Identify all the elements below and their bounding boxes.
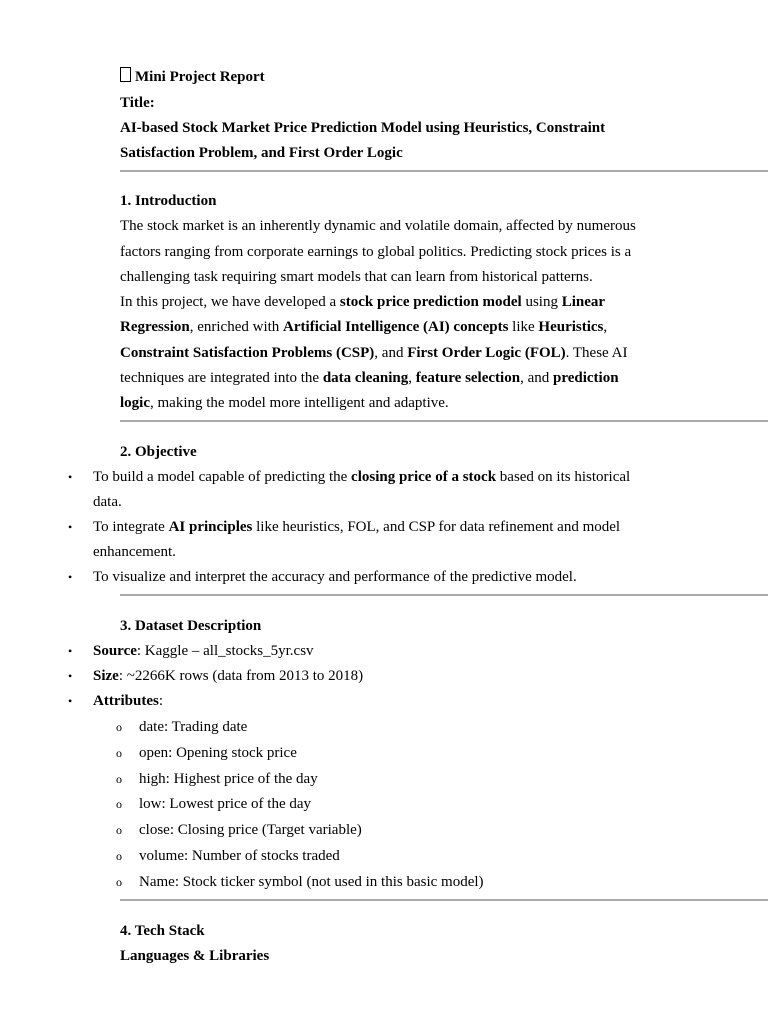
intro-p2-line-4: techniques are integrated into the data cleaning, feature selection, and prediction <box>120 370 619 386</box>
bullet-icon: • <box>68 520 73 534</box>
bullet-icon: • <box>68 669 73 683</box>
intro-line-2: factors ranging from corporate earnings to global politics. Predicting stock prices is a <box>120 244 632 260</box>
objective-heading: 2. Objective <box>120 444 197 460</box>
sub-bullet-icon: o <box>116 823 122 837</box>
attribute-item: volume: Number of stocks traded <box>139 848 340 864</box>
title-line-1: AI-based Stock Market Price Prediction Model using Heuristics, Constraint <box>120 120 606 136</box>
sub-bullet-icon: o <box>116 849 122 863</box>
objective-item-2-line-2: enhancement. <box>93 544 176 560</box>
attribute-item: low: Lowest price of the day <box>139 796 312 812</box>
sub-bullet-icon: o <box>116 772 122 786</box>
intro-p2-line-5: logic, making the model more intelligent and adaptive. <box>120 395 449 411</box>
tech-subheading: Languages & Libraries <box>120 948 270 964</box>
dataset-size: Size: ~2266K rows (data from 2013 to 2018) <box>93 668 364 684</box>
dataset-heading: 3. Dataset Description <box>120 618 262 634</box>
divider <box>120 170 768 172</box>
intro-heading: 1. Introduction <box>120 193 217 209</box>
intro-line-3: challenging task requiring smart models that can learn from historical patterns. <box>120 269 593 285</box>
divider <box>120 899 768 901</box>
tech-heading: 4. Tech Stack <box>120 923 205 939</box>
sub-bullet-icon: o <box>116 797 122 811</box>
sub-bullet-icon: o <box>116 875 122 889</box>
title-label: Title: <box>120 95 155 111</box>
dataset-source: Source: Kaggle – all_stocks_5yr.csv <box>93 643 314 659</box>
attribute-item: open: Opening stock price <box>139 745 297 761</box>
divider <box>120 420 768 422</box>
intro-p2-line-2: Regression, enriched with Artificial Intelligence (AI) concepts like Heuristics, <box>120 319 608 335</box>
attribute-item: date: Trading date <box>139 719 248 735</box>
sub-bullet-icon: o <box>116 720 122 734</box>
report-label: Mini Project Report <box>120 67 265 87</box>
dataset-attributes-label: Attributes: <box>93 693 163 709</box>
objective-item-2-line-1: To integrate AI principles like heuristics, FOL, and CSP for data refinement and model <box>93 519 621 535</box>
intro-p2-line-1: In this project, we have developed a stock price prediction model using Linear <box>120 294 606 310</box>
bullet-icon: • <box>68 694 73 708</box>
intro-line-1: The stock market is an inherently dynamic and volatile domain, affected by numerous <box>120 218 636 234</box>
divider <box>120 594 768 596</box>
objective-item-1-line-1: To build a model capable of predicting the closing price of a stock based on its historical <box>93 469 631 485</box>
intro-p2-line-3: Constraint Satisfaction Problems (CSP), and First Order Logic (FOL). These AI <box>120 345 628 361</box>
attribute-item: high: Highest price of the day <box>139 771 318 787</box>
bullet-icon: • <box>68 644 73 658</box>
attribute-item: close: Closing price (Target variable) <box>139 822 362 838</box>
bullet-icon: • <box>68 470 73 484</box>
objective-item-1-line-2: data. <box>93 494 122 510</box>
title-line-2: Satisfaction Problem, and First Order Logic <box>120 145 403 161</box>
document-icon <box>120 67 131 82</box>
sub-bullet-icon: o <box>116 746 122 760</box>
attribute-item: Name: Stock ticker symbol (not used in this basic model) <box>139 874 484 890</box>
objective-item-3: To visualize and interpret the accuracy and performance of the predictive model. <box>93 569 577 585</box>
bullet-icon: • <box>68 570 73 584</box>
